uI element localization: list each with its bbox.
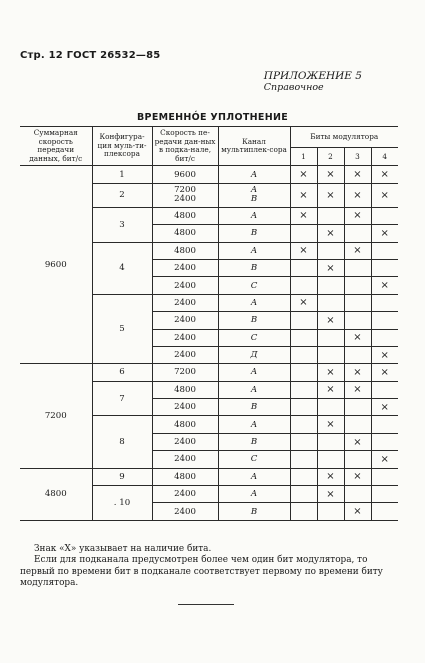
page-header: Стр. 12 ГОСТ 26532—85: [20, 50, 161, 61]
bit-mark-icon: ×: [353, 169, 362, 181]
cell-bit-3: [344, 207, 371, 224]
channel-line: А: [250, 184, 258, 195]
cell-bit-3: [344, 433, 371, 450]
bit-mark-icon: ×: [299, 297, 308, 309]
cell-bit-4: [371, 225, 398, 242]
document-title: ВРЕМЕННÓЕ УПЛОТНЕНИЕ: [137, 112, 288, 123]
cell-bit-3: [344, 468, 371, 485]
cell-bit-1: [290, 486, 317, 503]
cell-bit-3: [344, 399, 371, 416]
cell-speed: 2400: [152, 486, 218, 503]
cell-bit-3: [344, 416, 371, 433]
cell-bit-3: [344, 259, 371, 276]
cell-bit-1: [290, 259, 317, 276]
cell-channel: А: [218, 242, 290, 259]
bit-mark-icon: ×: [380, 227, 389, 239]
cell-bit-1: [290, 294, 317, 311]
cell-bit-1: [290, 451, 317, 468]
bit-mark-icon: ×: [353, 189, 362, 201]
cell-bit-4: [371, 242, 398, 259]
cell-bit-3: [344, 166, 371, 183]
cell-bit-3: [344, 503, 371, 520]
header-speed: Скорость пе-редачи дан-ных в подка-нале, бит/с: [152, 127, 218, 166]
cell-rate: 9600: [20, 166, 92, 364]
bit-mark-icon: ×: [326, 488, 335, 500]
cell-bit-1: [290, 503, 317, 520]
cell-bit-2: [317, 166, 344, 183]
header-bit-4: 4: [371, 148, 398, 166]
channel-line: В: [250, 194, 258, 205]
cell-speed: 2400: [152, 433, 218, 450]
header-bit-1: 1: [290, 148, 317, 166]
cell-config: . 10: [92, 486, 152, 521]
cell-speed: [152, 183, 218, 207]
cell-bit-2: [317, 294, 344, 311]
bit-mark-icon: ×: [326, 366, 335, 378]
cell-bit-2: [317, 225, 344, 242]
cell-bit-4: [371, 468, 398, 485]
cell-bit-4: [371, 259, 398, 276]
cell-bit-1: [290, 364, 317, 381]
notes: [20, 544, 404, 590]
cell-bit-2: [317, 433, 344, 450]
bit-mark-icon: ×: [380, 169, 389, 181]
cell-speed: 4800: [152, 225, 218, 242]
cell-bit-4: [371, 416, 398, 433]
note-bit-order: Если для подканала предусмотрен более чем один бит модулятора, то первый по времени бит в подканале соответствует первому по времени биту модулятора.: [20, 555, 383, 589]
cell-bit-4: [371, 207, 398, 224]
cell-bit-2: [317, 416, 344, 433]
bit-mark-icon: ×: [326, 384, 335, 396]
cell-bit-1: [290, 207, 317, 224]
end-rule: [178, 604, 234, 605]
cell-bit-3: [344, 312, 371, 329]
cell-speed: 2400: [152, 329, 218, 346]
cell-config: 2: [92, 183, 152, 207]
cell-channel: А: [218, 486, 290, 503]
bit-mark-icon: ×: [353, 471, 362, 483]
bit-mark-icon: ×: [299, 169, 308, 181]
cell-channel: В: [218, 259, 290, 276]
bit-mark-icon: ×: [353, 332, 362, 344]
cell-bit-4: [371, 451, 398, 468]
cell-bit-2: [317, 364, 344, 381]
cell-bit-4: [371, 364, 398, 381]
cell-speed: 4800: [152, 381, 218, 398]
bit-mark-icon: ×: [380, 366, 389, 378]
multiplexing-table: [20, 126, 398, 521]
cell-config: 1: [92, 166, 152, 183]
bit-mark-icon: ×: [299, 189, 308, 201]
cell-bit-2: [317, 381, 344, 398]
cell-channel: А: [218, 166, 290, 183]
cell-speed: 2400: [152, 503, 218, 520]
cell-bit-4: [371, 433, 398, 450]
cell-config: 9: [92, 468, 152, 485]
bit-mark-icon: ×: [299, 210, 308, 222]
cell-bit-2: [317, 451, 344, 468]
cell-speed: 2400: [152, 312, 218, 329]
bit-mark-icon: ×: [353, 210, 362, 222]
header-config: Конфигура-ция муль-ти-плексора: [92, 127, 152, 166]
cell-bit-1: [290, 346, 317, 363]
table-row: [20, 364, 398, 381]
cell-bit-4: [371, 381, 398, 398]
cell-channel: В: [218, 225, 290, 242]
cell-bit-1: [290, 381, 317, 398]
cell-bit-2: [317, 312, 344, 329]
cell-bit-3: [344, 277, 371, 294]
appendix-label: [264, 70, 362, 93]
cell-channel: В: [218, 503, 290, 520]
cell-bit-1: [290, 225, 317, 242]
cell-channel: В: [218, 312, 290, 329]
table-row: [20, 468, 398, 485]
bit-mark-icon: ×: [326, 189, 335, 201]
cell-channel: [218, 183, 290, 207]
cell-channel: Д: [218, 346, 290, 363]
cell-config: 6: [92, 364, 152, 381]
bit-mark-icon: ×: [326, 419, 335, 431]
cell-speed: 2400: [152, 399, 218, 416]
header-rate: Суммарная скорость передачи данных, бит/с: [20, 127, 92, 166]
cell-bit-2: [317, 399, 344, 416]
bit-mark-icon: ×: [353, 366, 362, 378]
appendix-title: ПРИЛОЖЕНИЕ 5: [263, 70, 362, 82]
bit-mark-icon: ×: [326, 227, 335, 239]
cell-speed: 4800: [152, 416, 218, 433]
cell-config: 8: [92, 416, 152, 468]
cell-bit-1: [290, 183, 317, 207]
cell-bit-1: [290, 399, 317, 416]
cell-bit-3: [344, 242, 371, 259]
cell-channel: С: [218, 451, 290, 468]
bit-mark-icon: ×: [353, 436, 362, 448]
bit-mark-icon: ×: [326, 471, 335, 483]
cell-bit-2: [317, 277, 344, 294]
cell-speed: 2400: [152, 294, 218, 311]
cell-bit-3: [344, 346, 371, 363]
cell-bit-4: [371, 294, 398, 311]
cell-bit-4: [371, 486, 398, 503]
table-row: [20, 166, 398, 183]
cell-config: 7: [92, 381, 152, 416]
note-mark-meaning: Знак «Х» указывает на наличие бита.: [34, 544, 212, 554]
cell-bit-4: [371, 277, 398, 294]
cell-bit-4: [371, 312, 398, 329]
cell-bit-3: [344, 183, 371, 207]
speed-line: 2400: [174, 194, 196, 205]
cell-bit-1: [290, 312, 317, 329]
cell-rate: 4800: [20, 468, 92, 520]
cell-bit-4: [371, 399, 398, 416]
cell-bit-4: [371, 329, 398, 346]
bit-mark-icon: ×: [326, 262, 335, 274]
cell-bit-2: [317, 486, 344, 503]
cell-bit-1: [290, 166, 317, 183]
cell-bit-3: [344, 486, 371, 503]
bit-mark-icon: ×: [353, 506, 362, 518]
cell-channel: С: [218, 329, 290, 346]
cell-bit-4: [371, 503, 398, 520]
cell-bit-4: [371, 346, 398, 363]
cell-bit-2: [317, 503, 344, 520]
header-bit-2: 2: [317, 148, 344, 166]
cell-bit-2: [317, 468, 344, 485]
speed-line: 7200: [174, 184, 196, 195]
cell-bit-1: [290, 277, 317, 294]
cell-config: 4: [92, 242, 152, 294]
cell-speed: 2400: [152, 259, 218, 276]
cell-speed: 2400: [152, 346, 218, 363]
bit-mark-icon: ×: [353, 245, 362, 257]
bit-mark-icon: ×: [380, 453, 389, 465]
cell-bit-1: [290, 329, 317, 346]
cell-bit-2: [317, 329, 344, 346]
cell-speed: 4800: [152, 207, 218, 224]
cell-bit-2: [317, 183, 344, 207]
cell-bit-1: [290, 242, 317, 259]
bit-mark-icon: ×: [326, 169, 335, 181]
bit-mark-icon: ×: [380, 401, 389, 413]
cell-channel: С: [218, 277, 290, 294]
bit-mark-icon: ×: [353, 384, 362, 396]
cell-channel: А: [218, 364, 290, 381]
appendix-subtitle: Справочное: [263, 82, 324, 93]
cell-bit-2: [317, 242, 344, 259]
cell-bit-3: [344, 225, 371, 242]
bit-mark-icon: ×: [380, 280, 389, 292]
cell-speed: 4800: [152, 468, 218, 485]
header-bit-3: 3: [344, 148, 371, 166]
cell-channel: А: [218, 294, 290, 311]
cell-bit-1: [290, 468, 317, 485]
cell-config: 3: [92, 207, 152, 242]
cell-channel: А: [218, 381, 290, 398]
cell-bit-2: [317, 346, 344, 363]
cell-bit-2: [317, 259, 344, 276]
cell-channel: В: [218, 433, 290, 450]
cell-speed: 2400: [152, 451, 218, 468]
cell-bit-3: [344, 451, 371, 468]
bit-mark-icon: ×: [299, 245, 308, 257]
cell-bit-3: [344, 364, 371, 381]
header-channel: Канал мультиплек-сора: [218, 127, 290, 166]
cell-bit-3: [344, 294, 371, 311]
cell-channel: В: [218, 399, 290, 416]
cell-bit-1: [290, 416, 317, 433]
cell-channel: А: [218, 416, 290, 433]
bit-mark-icon: ×: [326, 314, 335, 326]
cell-bit-4: [371, 166, 398, 183]
bit-mark-icon: ×: [380, 189, 389, 201]
bit-mark-icon: ×: [380, 349, 389, 361]
cell-bit-4: [371, 183, 398, 207]
cell-speed: 9600: [152, 166, 218, 183]
cell-rate: 7200: [20, 364, 92, 468]
cell-config: 5: [92, 294, 152, 364]
cell-channel: А: [218, 207, 290, 224]
cell-bit-3: [344, 329, 371, 346]
cell-channel: А: [218, 468, 290, 485]
cell-speed: 4800: [152, 242, 218, 259]
cell-bit-3: [344, 381, 371, 398]
header-bits: Биты модулятора: [290, 127, 398, 148]
cell-speed: 2400: [152, 277, 218, 294]
cell-speed: 7200: [152, 364, 218, 381]
cell-bit-2: [317, 207, 344, 224]
cell-bit-1: [290, 433, 317, 450]
